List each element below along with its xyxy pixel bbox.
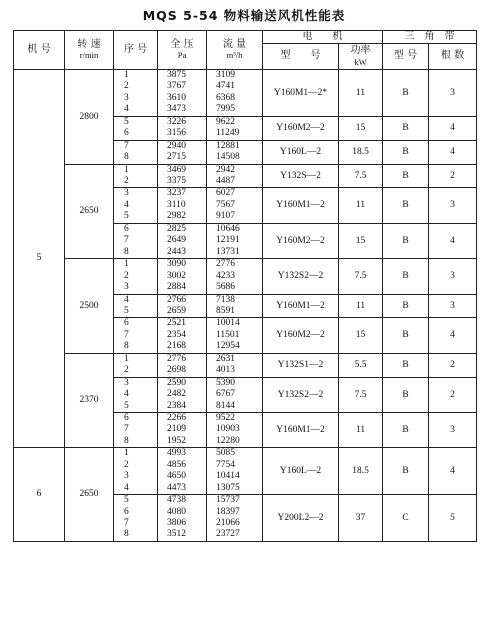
belt-count-cell: 3 <box>429 259 477 294</box>
pressure-value: 2884 <box>167 282 186 293</box>
table-row <box>14 353 477 377</box>
pressure-cell <box>158 140 207 164</box>
motor-type-cell: Y160M2—2 <box>263 116 339 140</box>
flow-cell <box>207 495 263 542</box>
seq-cell <box>114 377 158 412</box>
flow-value: 2776 <box>216 259 235 270</box>
flow-value: 8144 <box>216 400 235 411</box>
pressure-value: 3610 <box>167 92 186 103</box>
seq-value: 6 <box>124 128 129 139</box>
belt-count-cell: 2 <box>429 377 477 412</box>
belt-type-cell: B <box>383 140 429 164</box>
flow-cell <box>207 448 263 495</box>
seq-cell <box>114 353 158 377</box>
seq-cell <box>114 188 158 223</box>
pressure-value: 2698 <box>167 365 186 376</box>
header-machine-no: 机 号 <box>14 31 65 70</box>
pressure-value: 4993 <box>167 448 186 459</box>
seq-value: 8 <box>124 152 129 163</box>
speed-cell: 2650 <box>65 448 114 542</box>
seq-value: 6 <box>124 412 129 423</box>
seq-value: 5 <box>124 116 129 127</box>
flow-value: 14508 <box>216 152 240 163</box>
seq-cell <box>114 70 158 117</box>
seq-value: 2 <box>124 176 129 187</box>
flow-value: 12191 <box>216 235 240 246</box>
pressure-value: 2825 <box>167 223 186 234</box>
seq-value: 2 <box>124 365 129 376</box>
flow-value: 23727 <box>216 529 240 540</box>
table-body <box>14 70 477 542</box>
belt-type-cell: B <box>383 70 429 117</box>
belt-count-cell: 4 <box>429 318 477 353</box>
pressure-value: 2982 <box>167 211 186 222</box>
pressure-value: 2766 <box>167 294 186 305</box>
motor-power-cell: 11 <box>339 412 383 447</box>
belt-type-cell: B <box>383 259 429 294</box>
flow-cell <box>207 116 263 140</box>
machine-no-cell: 5 <box>14 70 65 448</box>
pressure-value: 3002 <box>167 270 186 281</box>
motor-power-cell: 5.5 <box>339 353 383 377</box>
seq-value: 1 <box>124 70 129 81</box>
pressure-cell <box>158 294 207 318</box>
seq-cell <box>114 164 158 188</box>
belt-count-cell: 3 <box>429 188 477 223</box>
seq-value: 7 <box>124 424 129 435</box>
machine-no-cell: 6 <box>14 448 65 542</box>
pressure-value: 3767 <box>167 81 186 92</box>
motor-power-cell: 37 <box>339 495 383 542</box>
flow-cell <box>207 412 263 447</box>
flow-cell <box>207 140 263 164</box>
seq-value: 8 <box>124 341 129 352</box>
seq-cell <box>114 448 158 495</box>
table-row <box>14 448 477 495</box>
pressure-cell <box>158 188 207 223</box>
pressure-value: 4856 <box>167 459 186 470</box>
flow-value: 13075 <box>216 482 240 493</box>
table-row <box>14 70 477 117</box>
flow-value: 3109 <box>216 70 235 81</box>
motor-type-cell: Y160L—2 <box>263 448 339 495</box>
belt-count-cell: 3 <box>429 70 477 117</box>
pressure-value: 3875 <box>167 70 186 81</box>
pressure-value: 2521 <box>167 318 186 329</box>
motor-power-cell: 18.5 <box>339 140 383 164</box>
header-belt-type: 型 号 <box>383 44 429 70</box>
belt-count-cell: 4 <box>429 448 477 495</box>
header-motor-type: 型 号 <box>263 44 339 70</box>
flow-cell <box>207 223 263 258</box>
seq-value: 1 <box>124 164 129 175</box>
pressure-value: 2354 <box>167 329 186 340</box>
seq-value: 3 <box>124 282 129 293</box>
seq-cell <box>114 294 158 318</box>
flow-value: 9107 <box>216 211 235 222</box>
belt-count-cell: 2 <box>429 164 477 188</box>
speed-cell: 2650 <box>65 164 114 259</box>
pressure-value: 4650 <box>167 471 186 482</box>
seq-value: 6 <box>124 223 129 234</box>
seq-value: 8 <box>124 435 129 446</box>
motor-type-cell: Y160L—2 <box>263 140 339 164</box>
seq-value: 7 <box>124 140 129 151</box>
flow-cell <box>207 259 263 294</box>
belt-count-cell: 3 <box>429 294 477 318</box>
flow-value: 11249 <box>216 128 240 139</box>
pressure-value: 2590 <box>167 377 186 388</box>
flow-value: 21066 <box>216 518 240 528</box>
motor-power-cell: 11 <box>339 294 383 318</box>
header-seq: 序 号 <box>114 31 158 70</box>
seq-value: 1 <box>124 353 129 364</box>
pressure-value: 3156 <box>167 128 186 139</box>
flow-value: 5686 <box>216 282 235 293</box>
motor-power-cell: 7.5 <box>339 259 383 294</box>
seq-value: 1 <box>124 259 129 270</box>
flow-value: 18397 <box>216 506 240 517</box>
flow-value: 4233 <box>216 270 235 281</box>
pressure-cell <box>158 318 207 353</box>
pressure-value: 3473 <box>167 104 186 115</box>
motor-type-cell: Y132S2—2 <box>263 377 339 412</box>
pressure-cell <box>158 116 207 140</box>
pressure-value: 3512 <box>167 529 186 540</box>
seq-value: 3 <box>124 92 129 103</box>
page-title: MQS 5-54 物料输送风机性能表 <box>142 8 346 23</box>
flow-value: 10414 <box>216 471 240 482</box>
belt-count-cell: 5 <box>429 495 477 542</box>
seq-value: 4 <box>124 104 129 115</box>
seq-value: 1 <box>124 448 129 459</box>
flow-value: 10014 <box>216 318 240 329</box>
header-motor: 电 机 <box>263 31 383 44</box>
flow-value: 13731 <box>216 246 240 257</box>
pressure-value: 3375 <box>167 176 186 187</box>
table-row <box>14 259 477 294</box>
flow-value: 8591 <box>216 305 235 316</box>
pressure-value: 3237 <box>167 188 186 199</box>
belt-count-cell: 2 <box>429 353 477 377</box>
seq-value: 7 <box>124 235 129 246</box>
seq-value: 7 <box>124 329 129 340</box>
motor-type-cell: Y200L2—2 <box>263 495 339 542</box>
seq-value: 2 <box>124 270 129 281</box>
motor-power-cell: 7.5 <box>339 164 383 188</box>
pressure-value: 2776 <box>167 353 186 364</box>
seq-value: 5 <box>124 495 129 506</box>
belt-type-cell: C <box>383 495 429 542</box>
motor-type-cell: Y160M2—2 <box>263 223 339 258</box>
flow-value: 7138 <box>216 294 235 305</box>
performance-table-container <box>13 30 476 542</box>
belt-count-cell: 4 <box>429 223 477 258</box>
pressure-value: 2715 <box>167 152 186 163</box>
flow-value: 12881 <box>216 140 240 151</box>
flow-value: 9622 <box>216 116 235 127</box>
flow-cell <box>207 294 263 318</box>
seq-value: 4 <box>124 389 129 400</box>
motor-power-cell: 15 <box>339 116 383 140</box>
header-belt: 三 角 带 <box>383 31 477 44</box>
seq-cell <box>114 116 158 140</box>
pressure-value: 2649 <box>167 235 186 246</box>
pressure-value: 3469 <box>167 164 186 175</box>
belt-type-cell: B <box>383 377 429 412</box>
header-belt-count: 根 数 <box>429 44 477 70</box>
flow-value: 12280 <box>216 435 240 446</box>
flow-value: 7754 <box>216 459 235 470</box>
flow-value: 6767 <box>216 389 235 400</box>
header-pressure: 全 压 Pa <box>158 31 207 70</box>
motor-type-cell: Y132S2—2 <box>263 259 339 294</box>
speed-cell: 2800 <box>65 70 114 165</box>
pressure-value: 2443 <box>167 246 186 257</box>
seq-cell <box>114 318 158 353</box>
flow-value: 4487 <box>216 176 235 187</box>
flow-cell <box>207 377 263 412</box>
header-motor-power: 功率 kW <box>339 44 383 70</box>
seq-value: 3 <box>124 377 129 388</box>
belt-type-cell: B <box>383 353 429 377</box>
flow-value: 12954 <box>216 341 240 352</box>
motor-power-cell: 18.5 <box>339 448 383 495</box>
flow-value: 10903 <box>216 424 240 435</box>
seq-value: 5 <box>124 211 129 222</box>
flow-value: 5085 <box>216 448 235 459</box>
pressure-cell <box>158 412 207 447</box>
flow-value: 2631 <box>216 353 235 364</box>
pressure-cell <box>158 495 207 542</box>
seq-value: 2 <box>124 459 129 470</box>
belt-type-cell: B <box>383 294 429 318</box>
pressure-value: 2659 <box>167 305 186 316</box>
pressure-value: 2384 <box>167 400 186 411</box>
table-row <box>14 164 477 188</box>
seq-value: 3 <box>124 188 129 199</box>
pressure-value: 2109 <box>167 424 186 435</box>
seq-cell <box>114 259 158 294</box>
seq-value: 4 <box>124 199 129 210</box>
motor-type-cell: Y160M2—2 <box>263 318 339 353</box>
pressure-cell <box>158 164 207 188</box>
flow-value: 4013 <box>216 365 235 376</box>
motor-type-cell: Y160M1—2 <box>263 188 339 223</box>
pressure-value: 2482 <box>167 389 186 400</box>
pressure-value: 3226 <box>167 116 186 127</box>
flow-value: 2942 <box>216 164 235 175</box>
flow-value: 5390 <box>216 377 235 388</box>
seq-value: 5 <box>124 400 129 411</box>
seq-value: 4 <box>124 482 129 493</box>
motor-power-cell: 11 <box>339 70 383 117</box>
seq-value: 6 <box>124 506 129 517</box>
seq-value: 3 <box>124 471 129 482</box>
pressure-value: 3806 <box>167 518 186 528</box>
motor-type-cell: Y132S—2 <box>263 164 339 188</box>
seq-value: 7 <box>124 518 129 528</box>
belt-count-cell: 4 <box>429 140 477 164</box>
motor-type-cell: Y160M1—2 <box>263 412 339 447</box>
flow-cell <box>207 353 263 377</box>
flow-value: 9522 <box>216 412 235 423</box>
motor-power-cell: 15 <box>339 223 383 258</box>
pressure-value: 4080 <box>167 506 186 517</box>
flow-value: 7995 <box>216 104 235 115</box>
pressure-value: 4738 <box>167 495 186 506</box>
pressure-cell <box>158 353 207 377</box>
belt-count-cell: 4 <box>429 116 477 140</box>
flow-value: 6368 <box>216 92 235 103</box>
belt-type-cell: B <box>383 318 429 353</box>
flow-cell <box>207 188 263 223</box>
pressure-value: 2266 <box>167 412 186 423</box>
seq-cell <box>114 495 158 542</box>
seq-value: 5 <box>124 305 129 316</box>
flow-cell <box>207 318 263 353</box>
pressure-value: 3110 <box>167 199 186 210</box>
seq-cell <box>114 412 158 447</box>
motor-power-cell: 15 <box>339 318 383 353</box>
flow-cell <box>207 70 263 117</box>
pressure-cell <box>158 448 207 495</box>
pressure-cell <box>158 377 207 412</box>
belt-type-cell: B <box>383 188 429 223</box>
motor-type-cell: Y160M1—2* <box>263 70 339 117</box>
pressure-value: 4473 <box>167 482 186 493</box>
motor-power-cell: 11 <box>339 188 383 223</box>
belt-type-cell: B <box>383 448 429 495</box>
flow-cell <box>207 164 263 188</box>
pressure-value: 2940 <box>167 140 186 151</box>
belt-type-cell: B <box>383 116 429 140</box>
speed-cell: 2370 <box>65 353 114 448</box>
belt-type-cell: B <box>383 223 429 258</box>
motor-type-cell: Y132S1—2 <box>263 353 339 377</box>
pressure-value: 3090 <box>167 259 186 270</box>
flow-value: 6027 <box>216 188 235 199</box>
flow-value: 7567 <box>216 199 235 210</box>
seq-value: 2 <box>124 81 129 92</box>
flow-value: 11501 <box>216 329 240 340</box>
speed-cell: 2500 <box>65 259 114 354</box>
header-flow: 流 量 m³/h <box>207 31 263 70</box>
pressure-cell <box>158 259 207 294</box>
seq-value: 6 <box>124 318 129 329</box>
seq-value: 8 <box>124 246 129 257</box>
pressure-value: 2168 <box>167 341 186 352</box>
seq-value: 8 <box>124 529 129 540</box>
flow-value: 15737 <box>216 495 240 506</box>
motor-type-cell: Y160M1—2 <box>263 294 339 318</box>
pressure-value: 1952 <box>167 435 186 446</box>
motor-power-cell: 7.5 <box>339 377 383 412</box>
belt-count-cell: 3 <box>429 412 477 447</box>
flow-value: 4741 <box>216 81 235 92</box>
seq-cell <box>114 140 158 164</box>
seq-value: 4 <box>124 294 129 305</box>
flow-value: 10646 <box>216 223 240 234</box>
pressure-cell <box>158 223 207 258</box>
performance-table <box>13 30 477 542</box>
seq-cell <box>114 223 158 258</box>
belt-type-cell: B <box>383 412 429 447</box>
header-speed: 转 速 r/min <box>65 31 114 70</box>
belt-type-cell: B <box>383 164 429 188</box>
pressure-cell <box>158 70 207 117</box>
